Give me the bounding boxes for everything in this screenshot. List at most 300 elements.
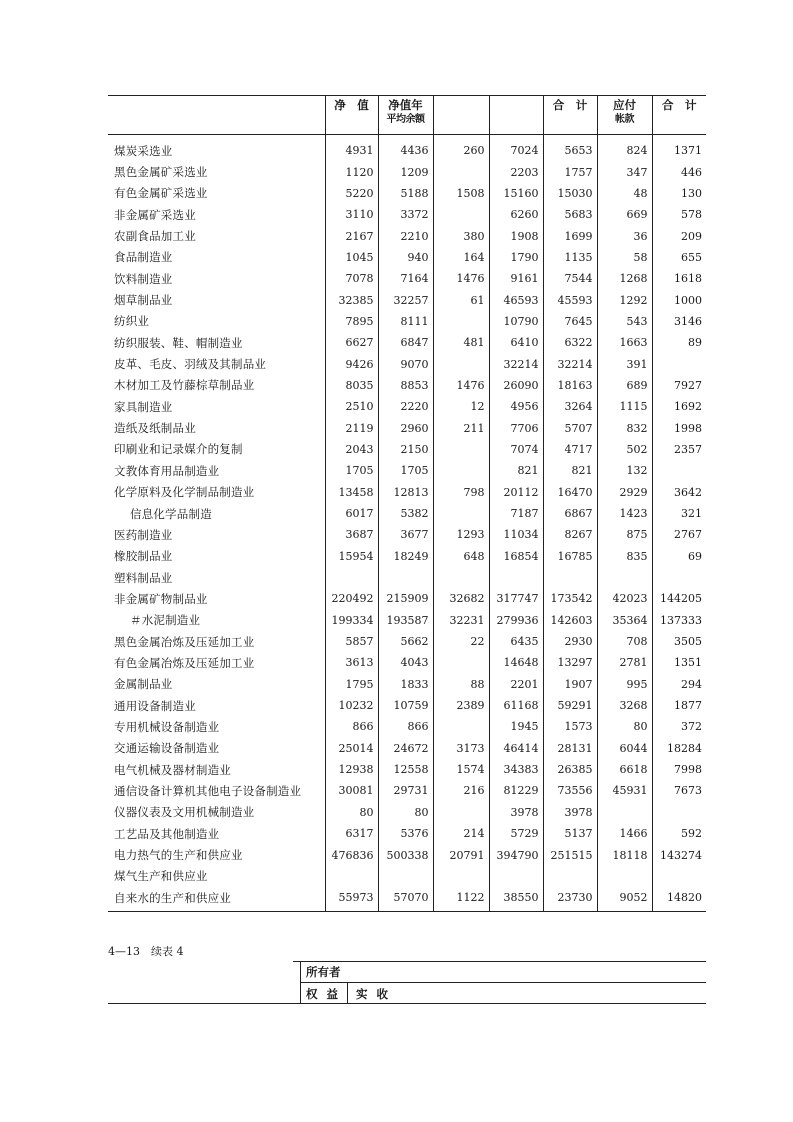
- table-cell: 835: [597, 546, 652, 567]
- table-header-row: [108, 96, 706, 135]
- table-cell: 5376: [378, 823, 433, 844]
- column-header: [378, 96, 433, 135]
- table-cell: [378, 567, 433, 588]
- table-cell: 1045: [325, 247, 378, 268]
- table-cell: 3146: [652, 311, 706, 332]
- table-cell: 2357: [652, 439, 706, 460]
- row-label: 印刷业和记录媒介的复制: [114, 442, 243, 457]
- table-cell: 1573: [543, 716, 597, 737]
- table-cell: 16785: [543, 546, 597, 567]
- table-cell: 132: [597, 460, 652, 481]
- table-cell: 1293: [433, 524, 489, 545]
- table-cell: [378, 866, 433, 887]
- table-cell: [433, 866, 489, 887]
- row-label: 家具制造业: [114, 399, 173, 414]
- table-cell: 1423: [597, 503, 652, 524]
- table-cell: 2167: [325, 225, 378, 246]
- table-cell: [433, 161, 489, 182]
- table-cell: 80: [325, 802, 378, 823]
- table-cell: 216: [433, 780, 489, 801]
- table-cell: 32385: [325, 289, 378, 310]
- table-cell: [652, 802, 706, 823]
- table-cell: 12938: [325, 759, 378, 780]
- table-row: [108, 588, 706, 609]
- header-paid-in: 实收: [356, 987, 397, 1001]
- table-cell: 7544: [543, 268, 597, 289]
- table-cell: 1618: [652, 268, 706, 289]
- rule: [293, 961, 706, 962]
- table-cell: 36: [597, 225, 652, 246]
- row-label: 电气机械及器材制造业: [114, 762, 231, 777]
- rule: [300, 961, 301, 1003]
- table-cell: 824: [597, 135, 652, 162]
- table-row: [108, 375, 706, 396]
- table-cell: 32257: [378, 289, 433, 310]
- header-owners-equity: 所有者: [306, 965, 341, 979]
- table-row: [108, 396, 706, 417]
- table-cell: 3268: [597, 695, 652, 716]
- row-label: 有色金属矿采选业: [114, 186, 208, 201]
- table-row: [108, 738, 706, 759]
- table-cell: 798: [433, 482, 489, 503]
- table-cell: 35364: [597, 610, 652, 631]
- row-label: 橡胶制品业: [114, 549, 173, 564]
- row-label: 非金属矿物制品业: [114, 591, 208, 606]
- table-cell: 220492: [325, 588, 378, 609]
- table-cell: 7164: [378, 268, 433, 289]
- table-cell: 3173: [433, 738, 489, 759]
- table-cell: 3687: [325, 524, 378, 545]
- row-label: 纺织服装、鞋、帽制造业: [114, 335, 243, 350]
- table-cell: 18249: [378, 546, 433, 567]
- table-cell: 8111: [378, 311, 433, 332]
- table-cell: 164: [433, 247, 489, 268]
- table-cell: 347: [597, 161, 652, 182]
- table-cell: 2510: [325, 396, 378, 417]
- row-label: 木材加工及竹藤棕草制品业: [114, 378, 255, 393]
- row-label: 文教体育用品制造业: [114, 463, 220, 478]
- table-cell: 2150: [378, 439, 433, 460]
- table-cell: 22: [433, 631, 489, 652]
- table-cell: 321: [652, 503, 706, 524]
- table-cell: 5382: [378, 503, 433, 524]
- table-cell: [597, 567, 652, 588]
- table-cell: 89: [652, 332, 706, 353]
- table-cell: 4956: [489, 396, 543, 417]
- table-cell: 193587: [378, 610, 433, 631]
- table-cell: 46593: [489, 289, 543, 310]
- row-label: 有色金属冶炼及压延加工业: [114, 655, 255, 670]
- table-cell: 2960: [378, 417, 433, 438]
- table-cell: 260: [433, 135, 489, 162]
- table-cell: 5729: [489, 823, 543, 844]
- table-cell: 23730: [543, 887, 597, 912]
- table-row: [108, 546, 706, 567]
- column-header: [597, 96, 652, 135]
- table-cell: 209: [652, 225, 706, 246]
- table-cell: 4436: [378, 135, 433, 162]
- table-cell: 16854: [489, 546, 543, 567]
- table-body: [108, 135, 706, 912]
- table-cell: 592: [652, 823, 706, 844]
- table-cell: 130: [652, 183, 706, 204]
- table-row: [108, 247, 706, 268]
- table-row: [108, 161, 706, 182]
- table-cell: 3642: [652, 482, 706, 503]
- table-cell: 1699: [543, 225, 597, 246]
- table-row: [108, 674, 706, 695]
- row-label: 纺织业: [114, 314, 150, 329]
- table-cell: 502: [597, 439, 652, 460]
- column-header: [108, 96, 325, 135]
- table-cell: 18163: [543, 375, 597, 396]
- table-cell: 143274: [652, 844, 706, 865]
- header-equity: 权益: [306, 987, 347, 1001]
- table-cell: 45931: [597, 780, 652, 801]
- table-cell: 16470: [543, 482, 597, 503]
- table-row: [108, 823, 706, 844]
- column-header: [433, 96, 489, 135]
- table-cell: 18118: [597, 844, 652, 865]
- table-cell: 173542: [543, 588, 597, 609]
- table-cell: 2210: [378, 225, 433, 246]
- table-row: [108, 524, 706, 545]
- table-cell: 3264: [543, 396, 597, 417]
- table-row: [108, 135, 706, 162]
- table-row: [108, 268, 706, 289]
- table-cell: 57070: [378, 887, 433, 912]
- table-cell: 2201: [489, 674, 543, 695]
- table-cell: 42023: [597, 588, 652, 609]
- row-label: 农副食品加工业: [114, 229, 196, 244]
- table-cell: 3372: [378, 204, 433, 225]
- row-label: 煤气生产和供应业: [114, 869, 208, 884]
- table-cell: 59291: [543, 695, 597, 716]
- table-row: [108, 332, 706, 353]
- table-cell: 1292: [597, 289, 652, 310]
- table-cell: [597, 802, 652, 823]
- table-cell: [325, 866, 378, 887]
- table-cell: 6435: [489, 631, 543, 652]
- table-cell: 689: [597, 375, 652, 396]
- table-cell: 708: [597, 631, 652, 652]
- table-cell: 875: [597, 524, 652, 545]
- table-cell: 2043: [325, 439, 378, 460]
- table-cell: 24672: [378, 738, 433, 759]
- table-cell: 1351: [652, 652, 706, 673]
- table-cell: [489, 567, 543, 588]
- table-row: [108, 183, 706, 204]
- row-label: 非金属矿采选业: [114, 207, 196, 222]
- table-cell: 13458: [325, 482, 378, 503]
- row-label: 通信设备计算机其他电子设备制造业: [114, 783, 302, 798]
- table-cell: 2203: [489, 161, 543, 182]
- row-label: 塑料制品业: [114, 570, 173, 585]
- table-cell: 20112: [489, 482, 543, 503]
- table-cell: 32231: [433, 610, 489, 631]
- row-label: 自来水的生产和供应业: [108, 887, 325, 912]
- table-cell: [433, 204, 489, 225]
- table-cell: 61168: [489, 695, 543, 716]
- table-cell: 45593: [543, 289, 597, 310]
- table-cell: 2767: [652, 524, 706, 545]
- table-cell: 5707: [543, 417, 597, 438]
- table-cell: 481: [433, 332, 489, 353]
- table-cell: 15030: [543, 183, 597, 204]
- table-cell: 940: [378, 247, 433, 268]
- table-cell: 34383: [489, 759, 543, 780]
- table-cell: 142603: [543, 610, 597, 631]
- table-cell: 13297: [543, 652, 597, 673]
- table-cell: 12558: [378, 759, 433, 780]
- table-cell: 73556: [543, 780, 597, 801]
- table-cell: 80: [597, 716, 652, 737]
- table-cell: 6410: [489, 332, 543, 353]
- table-cell: 866: [325, 716, 378, 737]
- table-row: [108, 439, 706, 460]
- table-cell: 317747: [489, 588, 543, 609]
- table-cell: 2929: [597, 482, 652, 503]
- table-cell: 6322: [543, 332, 597, 353]
- table-cell: 1209: [378, 161, 433, 182]
- table-cell: 10790: [489, 311, 543, 332]
- table-cell: 9070: [378, 353, 433, 374]
- table-cell: 1000: [652, 289, 706, 310]
- table-cell: 8267: [543, 524, 597, 545]
- table-row: [108, 716, 706, 737]
- table-cell: 394790: [489, 844, 543, 865]
- table-cell: 1877: [652, 695, 706, 716]
- table-cell: 821: [489, 460, 543, 481]
- row-label: 食品制造业: [114, 250, 173, 265]
- table-cell: 81229: [489, 780, 543, 801]
- table-cell: 1705: [325, 460, 378, 481]
- table-cell: 30081: [325, 780, 378, 801]
- table-cell: 214: [433, 823, 489, 844]
- table-cell: 7673: [652, 780, 706, 801]
- table-cell: 15160: [489, 183, 543, 204]
- table-cell: 6867: [543, 503, 597, 524]
- table-cell: 12: [433, 396, 489, 417]
- table-cell: 8035: [325, 375, 378, 396]
- row-label: 烟草制品业: [114, 293, 173, 308]
- industry-finance-table: [108, 95, 706, 912]
- table-cell: 80: [378, 802, 433, 823]
- table-cell: 7927: [652, 375, 706, 396]
- table-cell: [433, 439, 489, 460]
- table-cell: [652, 866, 706, 887]
- table-row: [108, 460, 706, 481]
- table-cell: 7078: [325, 268, 378, 289]
- table-cell: 7998: [652, 759, 706, 780]
- table-cell: 3505: [652, 631, 706, 652]
- table-cell: 7645: [543, 311, 597, 332]
- table-cell: 1790: [489, 247, 543, 268]
- table-cell: 7074: [489, 439, 543, 460]
- table-cell: 391: [597, 353, 652, 374]
- table-cell: 7895: [325, 311, 378, 332]
- table-cell: 6260: [489, 204, 543, 225]
- table-cell: 1908: [489, 225, 543, 246]
- table-cell: 1268: [597, 268, 652, 289]
- table-cell: 1574: [433, 759, 489, 780]
- table-cell: [489, 866, 543, 887]
- column-header-main: 合 计: [662, 98, 697, 112]
- table-cell: 137333: [652, 610, 706, 631]
- table-cell: 2389: [433, 695, 489, 716]
- rule: [108, 1003, 706, 1004]
- table-cell: [433, 567, 489, 588]
- table-cell: 1663: [597, 332, 652, 353]
- column-header-sub: 帐款: [615, 113, 634, 125]
- table-cell: 1998: [652, 417, 706, 438]
- row-label: 工艺品及其他制造业: [114, 826, 220, 841]
- table-cell: 6317: [325, 823, 378, 844]
- table-cell: 55973: [325, 887, 378, 912]
- table-cell: 3677: [378, 524, 433, 545]
- table-cell: 6044: [597, 738, 652, 759]
- table-cell: 48: [597, 183, 652, 204]
- table-cell: 866: [378, 716, 433, 737]
- table-cell: [652, 353, 706, 374]
- table-cell: 88: [433, 674, 489, 695]
- table-cell: 215909: [378, 588, 433, 609]
- table-cell: 1945: [489, 716, 543, 737]
- table-row: [108, 353, 706, 374]
- table-cell: 18284: [652, 738, 706, 759]
- table-row: [108, 652, 706, 673]
- table-cell: 10232: [325, 695, 378, 716]
- table-cell: 372: [652, 716, 706, 737]
- table-cell: 69: [652, 546, 706, 567]
- table-row: [108, 225, 706, 246]
- table-cell: 28131: [543, 738, 597, 759]
- row-label: 黑色金属冶炼及压延加工业: [114, 634, 255, 649]
- column-header: [325, 96, 378, 135]
- table-cell: [597, 866, 652, 887]
- table-cell: 5188: [378, 183, 433, 204]
- table-cell: 446: [652, 161, 706, 182]
- table-cell: 7187: [489, 503, 543, 524]
- table-row: [108, 802, 706, 823]
- table-cell: 38550: [489, 887, 543, 912]
- table-cell: 5653: [543, 135, 597, 162]
- row-label: 电力热气的生产和供应业: [114, 848, 243, 863]
- table-cell: 2220: [378, 396, 433, 417]
- table-cell: 1476: [433, 268, 489, 289]
- rule: [347, 982, 348, 1003]
- table-cell: 9052: [597, 887, 652, 912]
- table-row: [108, 631, 706, 652]
- table-cell: 279936: [489, 610, 543, 631]
- row-label: 化学原料及化学制品制造业: [114, 485, 255, 500]
- table-cell: 61: [433, 289, 489, 310]
- table-cell: 4717: [543, 439, 597, 460]
- row-label: 造纸及纸制品业: [114, 421, 196, 436]
- table-cell: 4931: [325, 135, 378, 162]
- table-cell: 1122: [433, 887, 489, 912]
- table-cell: 1120: [325, 161, 378, 182]
- rule: [300, 982, 706, 983]
- table-cell: 6847: [378, 332, 433, 353]
- table-cell: 9426: [325, 353, 378, 374]
- table-cell: 655: [652, 247, 706, 268]
- table-cell: 3978: [489, 802, 543, 823]
- row-label: ＃水泥制造业: [130, 613, 201, 628]
- row-label: 信息化学品制造: [130, 506, 212, 521]
- table-cell: 7706: [489, 417, 543, 438]
- table-cell: 500338: [378, 844, 433, 865]
- column-header-main: 净 值: [334, 98, 369, 112]
- table-row: [108, 780, 706, 801]
- column-header: [489, 96, 543, 135]
- table-cell: [433, 652, 489, 673]
- table-cell: 5220: [325, 183, 378, 204]
- table-cell: 26385: [543, 759, 597, 780]
- table-cell: 995: [597, 674, 652, 695]
- table-row: [108, 567, 706, 588]
- table-cell: 5683: [543, 204, 597, 225]
- table-cell: 3613: [325, 652, 378, 673]
- table-cell: 1757: [543, 161, 597, 182]
- table-cell: [433, 716, 489, 737]
- table-cell: 7024: [489, 135, 543, 162]
- table-cell: 9161: [489, 268, 543, 289]
- table-cell: 8853: [378, 375, 433, 396]
- table-cell: [543, 567, 597, 588]
- table-cell: 14820: [652, 887, 706, 912]
- table-cell: 3110: [325, 204, 378, 225]
- table-cell: 832: [597, 417, 652, 438]
- table-cell: 32214: [543, 353, 597, 374]
- table-cell: [433, 503, 489, 524]
- table-cell: 6618: [597, 759, 652, 780]
- table-row: [108, 695, 706, 716]
- table-cell: [433, 311, 489, 332]
- table-row: [108, 482, 706, 503]
- table-cell: 26090: [489, 375, 543, 396]
- table-cell: 12813: [378, 482, 433, 503]
- row-label: 金属制品业: [114, 677, 173, 692]
- table-cell: [652, 567, 706, 588]
- table-cell: 2930: [543, 631, 597, 652]
- table-cell: 1115: [597, 396, 652, 417]
- column-header-main: 应付: [613, 98, 636, 112]
- column-header: [543, 96, 597, 135]
- table-cell: [325, 567, 378, 588]
- row-label: 交通运输设备制造业: [114, 741, 220, 756]
- table-cell: 578: [652, 204, 706, 225]
- table-cell: 6627: [325, 332, 378, 353]
- table-row: [108, 289, 706, 310]
- table-caption: 4—13 续表 4: [108, 945, 184, 958]
- table-cell: 15954: [325, 546, 378, 567]
- table-cell: 10759: [378, 695, 433, 716]
- table-row: [108, 311, 706, 332]
- table-cell: [543, 866, 597, 887]
- table-cell: 46414: [489, 738, 543, 759]
- table-cell: 669: [597, 204, 652, 225]
- table-cell: 1466: [597, 823, 652, 844]
- table-row: [108, 204, 706, 225]
- table-cell: 1907: [543, 674, 597, 695]
- table-cell: 144205: [652, 588, 706, 609]
- table-cell: 58: [597, 247, 652, 268]
- table-row: [108, 417, 706, 438]
- table-cell: 20791: [433, 844, 489, 865]
- table-cell: [433, 460, 489, 481]
- column-header-main: 合 计: [552, 98, 588, 112]
